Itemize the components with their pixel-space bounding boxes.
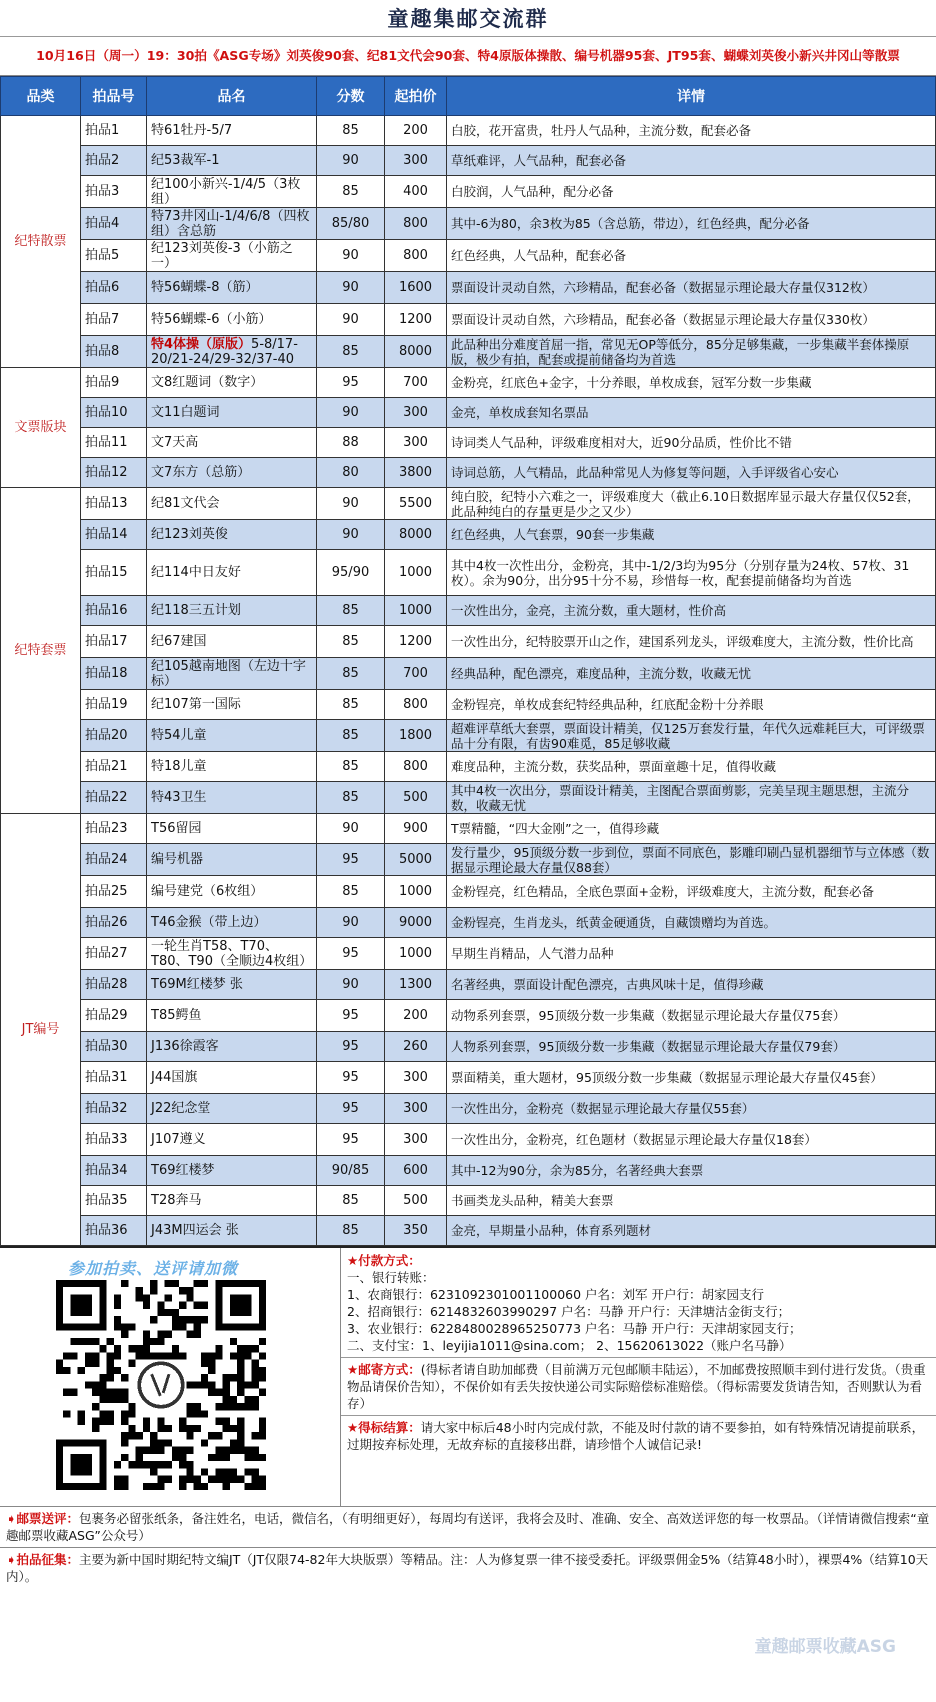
header-name: 品名 (147, 77, 317, 116)
table-row (1, 240, 936, 272)
item-price: 8000 (385, 336, 447, 368)
lot-number: 拍品27 (81, 938, 147, 970)
table-row (1, 752, 936, 782)
item-score: 85 (317, 336, 385, 368)
collect-note (0, 1547, 936, 1588)
item-score: 90 (317, 398, 385, 428)
item-detail: 其中-12为90分，余为85分，名著经典大套票 (447, 1156, 936, 1186)
item-detail: 动物系列套票，95顶级分数一步集藏（数据显示理论最大存量仅75套） (447, 1000, 936, 1032)
item-detail: 草纸难评，人气品种，配套必备 (447, 146, 936, 176)
item-name: 特73井冈山-1/4/6/8（四枚组）含总筋 (147, 208, 317, 240)
item-name: 特4体操（原版）5-8/17-20/21-24/29-32/37-40 (147, 336, 317, 368)
table-row (1, 1156, 936, 1186)
payment-line: 2、招商银行：6214832603990297 户名：马静 开户行：天津塘沽金街支行； (347, 1304, 791, 1319)
item-detail: 红色经典，人气品种，配套必备 (447, 240, 936, 272)
table-row (1, 176, 936, 208)
lot-number: 拍品8 (81, 336, 147, 368)
lot-number: 拍品24 (81, 844, 147, 876)
item-score: 90/85 (317, 1156, 385, 1186)
table-row (1, 146, 936, 176)
item-name: 纪105越南地图（左边十字标） (147, 658, 317, 690)
item-detail: 发行量少，95顶级分数一步到位，票面不同底色，影雕印刷凸显机器细节与立体感（数据显示理论最大存量仅88套） (447, 844, 936, 876)
item-price: 1200 (385, 626, 447, 658)
auction-table (0, 76, 936, 1246)
table-row (1, 520, 936, 550)
item-detail: 此品种出分难度首屈一指，常见无OP等低分，85分足够集藏，一步集藏半套体操原版，极少有拍，配套或提前储备均为首选 (447, 336, 936, 368)
lot-number: 拍品35 (81, 1186, 147, 1216)
item-name: 纪107第一国际 (147, 690, 317, 720)
item-name: 编号机器 (147, 844, 317, 876)
collect-title: ➧拍品征集： (6, 1552, 79, 1567)
postage-text: (得标者请自助加邮费（目前满万元包邮顺丰陆运），不加邮费按照顺丰到付进行发货。（贵重物品请保价告知），不保价如有丢失按快递公司实际赔偿标准赔偿。（得标需要发货请告知，否则默认为看存） (347, 1362, 926, 1411)
send-note (0, 1506, 936, 1547)
table-row (1, 208, 936, 240)
item-score: 95 (317, 1062, 385, 1094)
item-score: 85 (317, 690, 385, 720)
item-detail: 金粉锃亮，生肖龙头，纸黄金硬通货，自藏馈赠均为首选。 (447, 908, 936, 938)
item-price: 1600 (385, 272, 447, 304)
table-row (1, 938, 936, 970)
page-title: 童趣集邮交流群 (0, 0, 936, 37)
item-name: 文8红题词（数字） (147, 368, 317, 398)
item-name: J44国旗 (147, 1062, 317, 1094)
table-row (1, 844, 936, 876)
item-price: 500 (385, 1186, 447, 1216)
item-price: 300 (385, 428, 447, 458)
item-score: 85 (317, 596, 385, 626)
item-detail: 票面精美，重大题材，95顶级分数一步集藏（数据显示理论最大存量仅45套） (447, 1062, 936, 1094)
item-name: 纪123刘英俊 (147, 520, 317, 550)
item-name: J136徐霞客 (147, 1032, 317, 1062)
lot-number: 拍品36 (81, 1216, 147, 1246)
item-score: 90 (317, 970, 385, 1000)
lot-number: 拍品10 (81, 398, 147, 428)
item-score: 85 (317, 752, 385, 782)
item-score: 85 (317, 876, 385, 908)
item-detail: 一次性出分，金粉亮，红色题材（数据显示理论最大存量仅18套） (447, 1124, 936, 1156)
item-name: T46金猴（带上边） (147, 908, 317, 938)
item-score: 85 (317, 116, 385, 146)
table-row (1, 1062, 936, 1094)
postage-title: ★邮寄方式： (347, 1362, 421, 1377)
item-score: 90 (317, 488, 385, 520)
lot-number: 拍品5 (81, 240, 147, 272)
table-row (1, 1000, 936, 1032)
table-row (1, 550, 936, 596)
item-name: 特56蝴蝶-6（小筋） (147, 304, 317, 336)
item-detail: 金粉锃亮，红色精品，全底色票面+金粉，评级难度大，主流分数，配套必备 (447, 876, 936, 908)
lot-number: 拍品33 (81, 1124, 147, 1156)
item-detail: 超难评草纸大套票，票面设计精美，仅125万套发行量，年代久远难耗巨大，可评级票品十分有限，有齿90难觅，85足够收藏 (447, 720, 936, 752)
item-name: J22纪念堂 (147, 1094, 317, 1124)
table-row (1, 336, 936, 368)
item-name: J107遵义 (147, 1124, 317, 1156)
item-detail: 早期生肖精品，人气潜力品种 (447, 938, 936, 970)
item-score: 95 (317, 938, 385, 970)
table-row (1, 596, 936, 626)
item-name: T28奔马 (147, 1186, 317, 1216)
item-detail: 诗词类人气品种，评级难度相对大，近90分品质，性价比不错 (447, 428, 936, 458)
lot-number: 拍品3 (81, 176, 147, 208)
settle-text: 请大家中标后48小时内完成付款，不能及时付款的请不要参拍，如有特殊情况请提前联系，过期按弃标处理，无故弃标的直接移出群，请珍惜个人诚信记录! (347, 1420, 925, 1452)
item-score: 90 (317, 272, 385, 304)
item-detail: 其中-6为80，余3枚为85（含总筋，带边），红色经典，配分必备 (447, 208, 936, 240)
table-row (1, 690, 936, 720)
item-price: 300 (385, 1062, 447, 1094)
table-row (1, 908, 936, 938)
header-score: 分数 (317, 77, 385, 116)
category-cell: 纪特散票 (1, 116, 81, 368)
collect-text: 主要为新中国时期纪特文编JT（JT仅限74-82年大块版票）等精品。注：人为修复票一律不接受委托。评级票佣金5%（结算48小时），裸票4%（结算10天内）。 (6, 1552, 929, 1584)
item-name: J43M四运会 张 (147, 1216, 317, 1246)
item-price: 5500 (385, 488, 447, 520)
settle-note (347, 1419, 930, 1453)
send-text: 包裹务必留张纸条，备注姓名，电话，微信名，（有明细更好），每周均有送评，我将会及时、准确、安全、高效送评您的每一枚票品。（详情请微信搜索“童趣邮票收藏ASG”公众号） (6, 1511, 930, 1543)
lot-number: 拍品14 (81, 520, 147, 550)
table-row (1, 658, 936, 690)
item-price: 1300 (385, 970, 447, 1000)
item-price: 800 (385, 240, 447, 272)
payment-title: ★付款方式： (347, 1253, 421, 1268)
item-score: 95/90 (317, 550, 385, 596)
lot-number: 拍品29 (81, 1000, 147, 1032)
table-row (1, 782, 936, 814)
item-score: 85 (317, 626, 385, 658)
payment-section (341, 1248, 936, 1506)
item-price: 500 (385, 782, 447, 814)
lot-number: 拍品28 (81, 970, 147, 1000)
item-detail: 金粉亮，红底色+金字，十分养眼，单枚成套，冠军分数一步集藏 (447, 368, 936, 398)
item-detail: 难度品种，主流分数，获奖品种，票面童趣十足，值得收藏 (447, 752, 936, 782)
item-score: 90 (317, 908, 385, 938)
item-score: 85 (317, 720, 385, 752)
item-price: 8000 (385, 520, 447, 550)
item-score: 85 (317, 658, 385, 690)
item-detail: 金亮，早期量小品种，体育系列题材 (447, 1216, 936, 1246)
item-score: 90 (317, 146, 385, 176)
qr-section (0, 1248, 341, 1506)
table-row (1, 398, 936, 428)
item-price: 800 (385, 752, 447, 782)
item-score: 85 (317, 1216, 385, 1246)
settle-title: ★得标结算： (347, 1420, 421, 1435)
bank-heading: 一、银行转账： (347, 1270, 435, 1285)
table-header-row (1, 77, 936, 116)
item-score: 95 (317, 1000, 385, 1032)
lot-number: 拍品12 (81, 458, 147, 488)
footer-info (0, 1246, 936, 1506)
item-price: 3800 (385, 458, 447, 488)
qr-code-icon[interactable] (56, 1280, 266, 1490)
item-name: 文7东方（总筋） (147, 458, 317, 488)
lot-number: 拍品7 (81, 304, 147, 336)
item-price: 1800 (385, 720, 447, 752)
item-score: 80 (317, 458, 385, 488)
item-name: 纪114中日友好 (147, 550, 317, 596)
lot-number: 拍品32 (81, 1094, 147, 1124)
item-price: 600 (385, 1156, 447, 1186)
item-detail: 红色经典，人气套票，90套一步集藏 (447, 520, 936, 550)
item-name: 特61牡丹-5/7 (147, 116, 317, 146)
table-row (1, 720, 936, 752)
item-score: 90 (317, 520, 385, 550)
item-price: 1200 (385, 304, 447, 336)
item-detail: 其中4枚一次出分，票面设计精美，主图配合票面剪影，完美呈现主题思想，主流分数，收藏无忧 (447, 782, 936, 814)
item-score: 95 (317, 844, 385, 876)
item-price: 700 (385, 368, 447, 398)
item-score: 90 (317, 240, 385, 272)
item-price: 800 (385, 690, 447, 720)
item-name: 文11白题词 (147, 398, 317, 428)
item-name: 特54儿童 (147, 720, 317, 752)
table-row (1, 1186, 936, 1216)
item-detail: 经典品种，配色漂亮，难度品种，主流分数，收藏无忧 (447, 658, 936, 690)
item-price: 5000 (385, 844, 447, 876)
table-row (1, 1032, 936, 1062)
item-detail: 一次性出分，纪特胶票开山之作，建国系列龙头，评级难度大，主流分数，性价比高 (447, 626, 936, 658)
item-price: 200 (385, 1000, 447, 1032)
item-name: 纪123刘英俊-3（小筋之一） (147, 240, 317, 272)
item-detail: 名著经典，票面设计配色漂亮，古典风味十足，值得珍藏 (447, 970, 936, 1000)
header-detail: 详情 (447, 77, 936, 116)
lot-number: 拍品34 (81, 1156, 147, 1186)
watermark-text: 童趣邮票收藏ASG (754, 1637, 896, 1657)
header-price: 起拍价 (385, 77, 447, 116)
item-detail: 人物系列套票，95顶级分数一步集藏（数据显示理论最大存量仅79套） (447, 1032, 936, 1062)
item-name-highlight: 特4体操（原版） (151, 336, 252, 352)
item-score: 88 (317, 428, 385, 458)
item-detail: T票精髓，“四大金刚”之一，值得珍藏 (447, 814, 936, 844)
item-price: 1000 (385, 596, 447, 626)
payment-line: 1、农商银行：6231092301001100060 户名：刘军 开户行：胡家园支行 (347, 1287, 765, 1302)
lot-number: 拍品15 (81, 550, 147, 596)
item-score: 95 (317, 1032, 385, 1062)
item-price: 1000 (385, 550, 447, 596)
item-name: 特56蝴蝶-8（筋） (147, 272, 317, 304)
item-detail: 金粉锃亮，单枚成套纪特经典品种，红底配金粉十分养眼 (447, 690, 936, 720)
table-row (1, 488, 936, 520)
item-name: 纪118三五计划 (147, 596, 317, 626)
table-row (1, 272, 936, 304)
item-score: 90 (317, 814, 385, 844)
lot-number: 拍品22 (81, 782, 147, 814)
qr-logo-icon (136, 1360, 187, 1411)
table-row (1, 1216, 936, 1246)
item-name: 特18儿童 (147, 752, 317, 782)
item-detail: 一次性出分，金亮，主流分数，重大题材，性价高 (447, 596, 936, 626)
lot-number: 拍品16 (81, 596, 147, 626)
item-price: 900 (385, 814, 447, 844)
item-name: 纪100小新兴-1/4/5（3枚组） (147, 176, 317, 208)
item-name: T69红楼梦 (147, 1156, 317, 1186)
item-detail: 其中4枚一次性出分，金粉亮，其中-1/2/3均为95分（分别存量为24枚、57枚、31枚）。余为90分，出分95十分不易，珍惜每一枚，配套提前储备均为首选 (447, 550, 936, 596)
table-row (1, 970, 936, 1000)
item-price: 300 (385, 1094, 447, 1124)
payment-line: 二、支付宝：1、leyijia1011@sina.com； 2、15620613022（账户名马静） (347, 1338, 792, 1353)
lot-number: 拍品20 (81, 720, 147, 752)
item-name: 特43卫生 (147, 782, 317, 814)
lot-number: 拍品25 (81, 876, 147, 908)
item-price: 260 (385, 1032, 447, 1062)
table-row (1, 458, 936, 488)
lot-number: 拍品30 (81, 1032, 147, 1062)
lot-number: 拍品4 (81, 208, 147, 240)
item-detail: 诗词总筋，人气精品，此品种常见人为修复等问题，入手评级省心安心 (447, 458, 936, 488)
lot-number: 拍品13 (81, 488, 147, 520)
item-detail: 书画类龙头品种，精美大套票 (447, 1186, 936, 1216)
item-name: 编号建党（6枚组） (147, 876, 317, 908)
category-cell: JT编号 (1, 814, 81, 1246)
lot-number: 拍品23 (81, 814, 147, 844)
payment-line: 3、农业银行：6228480028965250773 户名：马静 开户行：天津胡家园支行； (347, 1321, 802, 1336)
item-detail: 纯白胶，纪特小六难之一，评级难度大（截止6.10日数据库显示最大存量仅仅52套，此品种纯白的存量更是少之又少） (447, 488, 936, 520)
item-price: 200 (385, 116, 447, 146)
item-detail: 白胶，花开富贵，牡丹人气品种，主流分数，配套必备 (447, 116, 936, 146)
category-cell: 文票版块 (1, 368, 81, 488)
qr-banner: 参加拍卖、送评请加微 (68, 1259, 239, 1278)
item-score: 85 (317, 1186, 385, 1216)
item-price: 350 (385, 1216, 447, 1246)
header-category: 品类 (1, 77, 81, 116)
item-score: 95 (317, 1094, 385, 1124)
table-row (1, 116, 936, 146)
item-name: 纪53裁军-1 (147, 146, 317, 176)
lot-number: 拍品17 (81, 626, 147, 658)
lot-number: 拍品18 (81, 658, 147, 690)
table-row (1, 1094, 936, 1124)
item-name: 纪81文代会 (147, 488, 317, 520)
item-name: 文7天高 (147, 428, 317, 458)
lot-number: 拍品1 (81, 116, 147, 146)
item-detail: 票面设计灵动自然，六珍精品，配套必备（数据显示理论最大存量仅330枚） (447, 304, 936, 336)
lot-number: 拍品21 (81, 752, 147, 782)
table-row (1, 304, 936, 336)
item-score: 85 (317, 782, 385, 814)
table-row (1, 814, 936, 844)
lot-number: 拍品26 (81, 908, 147, 938)
item-price: 700 (385, 658, 447, 690)
lot-number: 拍品9 (81, 368, 147, 398)
header-lot: 拍品号 (81, 77, 147, 116)
lot-number: 拍品31 (81, 1062, 147, 1094)
item-price: 1000 (385, 938, 447, 970)
item-price: 1000 (385, 876, 447, 908)
item-score: 95 (317, 368, 385, 398)
lot-number: 拍品2 (81, 146, 147, 176)
item-price: 800 (385, 208, 447, 240)
item-price: 300 (385, 1124, 447, 1156)
table-row (1, 876, 936, 908)
table-row (1, 368, 936, 398)
item-detail: 票面设计灵动自然，六珍精品，配套必备（数据显示理论最大存量仅312枚） (447, 272, 936, 304)
lot-number: 拍品19 (81, 690, 147, 720)
item-name: 纪67建国 (147, 626, 317, 658)
send-title: ➧邮票送评： (6, 1511, 79, 1526)
item-price: 300 (385, 398, 447, 428)
lot-number: 拍品6 (81, 272, 147, 304)
category-cell: 纪特套票 (1, 488, 81, 814)
item-price: 300 (385, 146, 447, 176)
table-row (1, 626, 936, 658)
lot-number: 拍品11 (81, 428, 147, 458)
item-score: 85 (317, 176, 385, 208)
item-detail: 金亮，单枚成套知名票品 (447, 398, 936, 428)
table-row (1, 1124, 936, 1156)
postage-note (347, 1361, 930, 1412)
item-detail: 一次性出分，金粉亮（数据显示理论最大存量仅55套） (447, 1094, 936, 1124)
item-name: 一轮生肖T58、T70、T80、T90（全顺边4枚组） (147, 938, 317, 970)
item-price: 400 (385, 176, 447, 208)
auction-notice: 10月16日（周一）19：30拍《ASG专场》刘英俊90套、纪81文代会90套、特4原版体操散、编号机器95套、JT95套、蝴蝶刘英俊小新兴井冈山等散票 (0, 37, 936, 76)
item-score: 95 (317, 1124, 385, 1156)
item-name: T69M红楼梦 张 (147, 970, 317, 1000)
table-row (1, 428, 936, 458)
item-score: 90 (317, 304, 385, 336)
item-name: T85鳄鱼 (147, 1000, 317, 1032)
item-name: T56留园 (147, 814, 317, 844)
item-price: 9000 (385, 908, 447, 938)
item-score: 85/80 (317, 208, 385, 240)
item-detail: 白胶润，人气品种，配分必备 (447, 176, 936, 208)
